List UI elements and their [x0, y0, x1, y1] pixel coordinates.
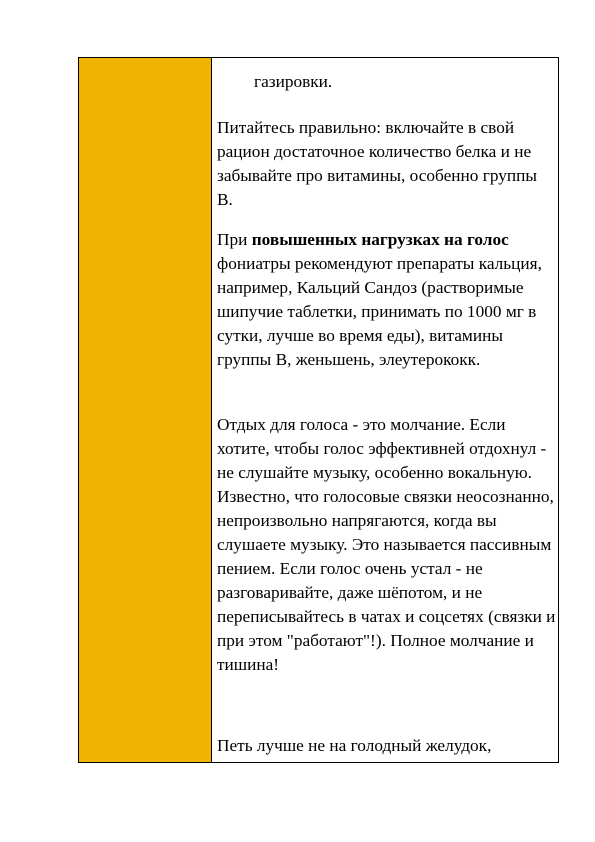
paragraph-nutrition: Питайтесь правильно: включайте в свой рацион достаточное количество белка и не забывайте про витамины, особенно группы В. [217, 118, 537, 209]
paragraph-voice-rest: Отдых для голоса - это молчание. Если хотите, чтобы голос эффективней отдохнул - не слушайте музыку, особенно вокальную. Известно, что голосовые связки неосознанно, непроизвольно напрягаются, когда вы слушаете музыку. Это называется пассивным пением. Если голос очень устал - не разговаривайте, даже шёпотом, и не переписывайтесь в чатах и соцсетях (связки и при этом "работают"!). Полное молчание и тишина! [217, 415, 556, 674]
text-column [212, 58, 558, 762]
content-table [78, 57, 559, 763]
supplements-body: фониатры рекомендуют препараты кальция, например, Кальций Сандоз (растворимые шипучие таблетки, принимать по 1000 мг в сутки, лучше во время еды), витамины группы В, женьшень, элеутерококк. [217, 254, 542, 369]
paragraph-supplements [217, 228, 557, 372]
accent-column [79, 58, 212, 762]
supplements-emphasis: повышенных нагрузках на голос [251, 230, 509, 249]
supplements-intro: При [217, 230, 252, 249]
paragraph-singing: Петь лучше не на голодный желудок, [217, 736, 492, 755]
paragraph-continuation: газировки. [254, 72, 333, 91]
